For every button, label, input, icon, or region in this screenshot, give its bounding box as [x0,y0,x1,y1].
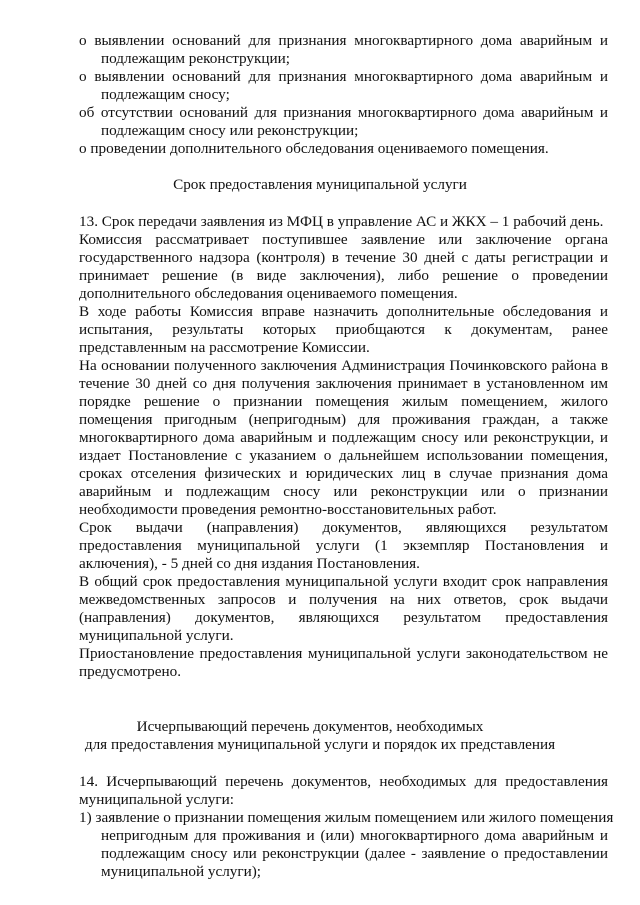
paragraph-line: государственного надзора (контроля) в течение 30 дней с даты регистрации и [79,249,608,266]
paragraph-line: помещения пригодным (непригодным) для проживания граждан, а также [79,411,608,428]
paragraph-line: предоставления муниципальной услуги (1 экземпляр Постановления и [79,537,608,554]
paragraph-line: аключения), - 5 дней со дня издания Постановления. [79,555,420,572]
paragraph-line: о выявлении оснований для признания многоквартирного дома аварийным и [79,32,608,49]
paragraph-line: представленным на рассмотрение Комиссии. [79,339,370,356]
paragraph-line: муниципальной услуги. [79,627,234,644]
section-heading-line: для предоставления муниципальной услуги и порядок их представления [84,736,556,753]
paragraph-line: подлежащим сносу или реконструкции; [101,122,359,139]
paragraph-line: 13. Срок передачи заявления из МФЦ в управление АС и ЖКХ – 1 рабочий день. [79,213,604,230]
paragraph-line: дополнительного обследования оцениваемого помещения. [79,285,458,302]
paragraph-line: необходимости проведения ремонтно-восстановительных работ. [79,501,497,518]
paragraph-line: 1) заявление о признании помещения жилым помещением или жилого помещения [79,809,614,826]
paragraph-line: об отсутствии оснований для признания многоквартирного дома аварийным и [79,104,608,121]
paragraph-line: сроках отселения физических и юридических лиц в случае признания дома [79,465,608,482]
paragraph-line: 14. Исчерпывающий перечень документов, необходимых для предоставления [79,773,608,790]
paragraph-line: непригодным для проживания и (или) многоквартирного дома аварийным и [101,827,608,844]
paragraph-line: аварийным и подлежащим сносу или реконструкции или о признании [79,483,608,500]
paragraph-line: В ходе работы Комиссия вправе назначить дополнительные обследования и [79,303,608,320]
paragraph-line: Комиссия рассматривает поступившее заявление или заключение органа [79,231,608,248]
section-heading-line: Срок предоставления муниципальной услуги [173,176,467,193]
paragraph-line: предусмотрено. [79,663,182,680]
paragraph-line: Срок выдачи (направления) документов, являющихся результатом [79,519,608,536]
paragraph-line: На основании полученного заключения Администрация Починковского района в [79,357,608,374]
paragraph-line: подлежащим сносу или реконструкции (далее - заявление о предоставлении [101,845,608,862]
paragraph-line: испытания, результаты которых приобщаются к документам, ранее [79,321,608,338]
paragraph-line: межведомственных запросов и получения на них ответов, срок выдачи [79,591,608,608]
paragraph-line: муниципальной услуги: [79,791,234,808]
paragraph-line: о выявлении оснований для признания многоквартирного дома аварийным и [79,68,608,85]
paragraph-line: многоквартирного дома аварийным и подлежащим сносу или реконструкции, и [79,429,608,446]
paragraph-line: принимает решение (в виде заключения), либо решение о проведении [79,267,608,284]
paragraph-line: подлежащим сносу; [101,86,230,103]
paragraph-line: муниципальной услуги); [101,863,262,880]
paragraph-line: течение 30 дней со дня получения заключения принимает в установленном им [79,375,608,392]
paragraph-line: издает Постановление с указанием о дальнейшем использовании помещения, [79,447,608,464]
paragraph-line: о проведении дополнительного обследования оцениваемого помещения. [79,140,549,157]
paragraph-line: подлежащим реконструкции; [101,50,290,67]
paragraph-line: порядке решение о признании помещения жилым помещением, жилого [79,393,608,410]
paragraph-line: Приостановление предоставления муниципальной услуги законодательством не [79,645,608,662]
section-heading-line: Исчерпывающий перечень документов, необходимых [136,718,484,735]
paragraph-line: В общий срок предоставления муниципальной услуги входит срок направления [79,573,608,590]
paragraph-line: (направления) документов, являющихся результатом предоставления [79,609,608,626]
